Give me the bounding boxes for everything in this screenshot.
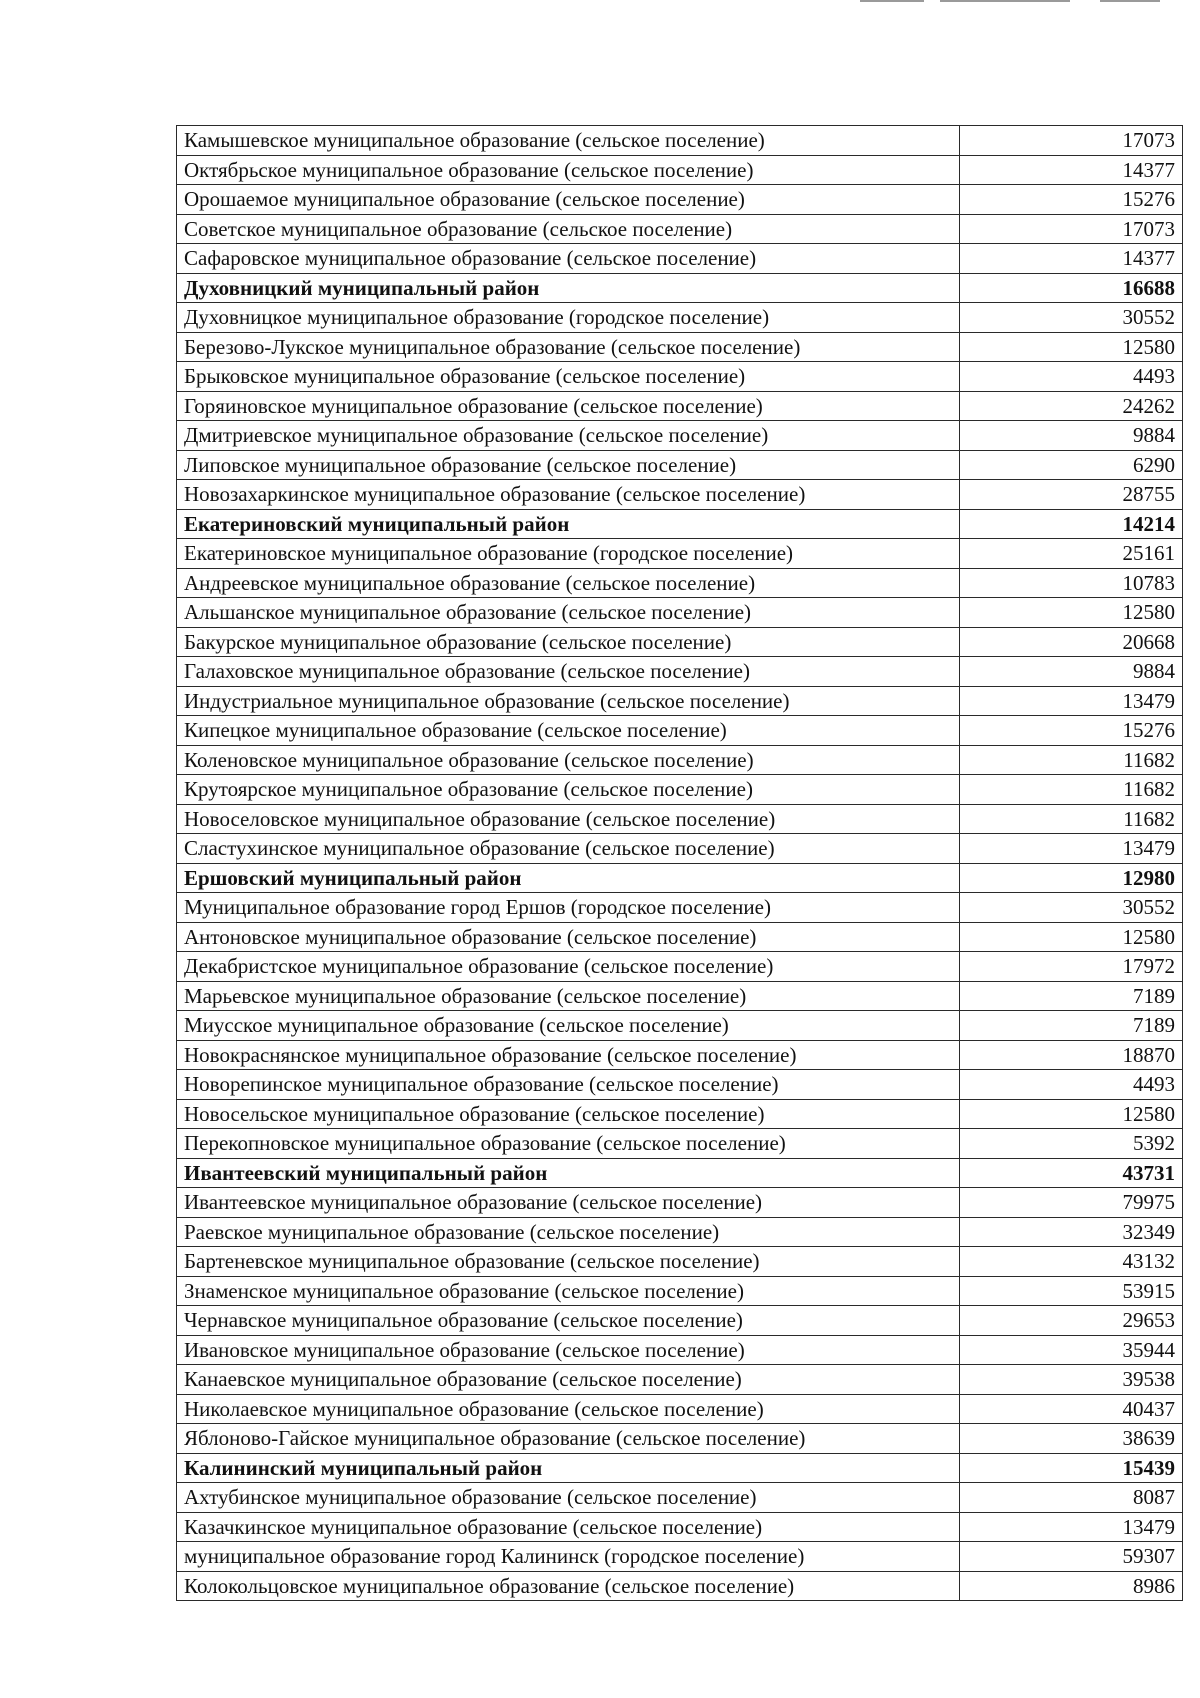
scan-edge-mark [940,0,1070,2]
municipality-name-cell: Антоновское муниципальное образование (сельское поселение) [177,922,960,952]
table-row [177,1424,1183,1454]
value-cell: 79975 [960,1188,1183,1218]
value-cell: 17972 [960,952,1183,982]
value-cell: 12580 [960,1099,1183,1129]
municipality-name-cell: Чернавское муниципальное образование (сельское поселение) [177,1306,960,1336]
table-row [177,1306,1183,1336]
municipality-name-cell: Екатериновское муниципальное образование (городское поселение) [177,539,960,569]
value-cell: 4493 [960,362,1183,392]
district-name-cell: Духовницкий муниципальный район [177,273,960,303]
table-row [177,981,1183,1011]
table-row [177,1099,1183,1129]
municipality-name-cell: Брыковское муниципальное образование (сельское поселение) [177,362,960,392]
table-row [177,362,1183,392]
municipality-name-cell: Липовское муниципальное образование (сельское поселение) [177,450,960,480]
table-row [177,598,1183,628]
value-cell: 13479 [960,1512,1183,1542]
scan-edge-mark [860,0,924,2]
value-cell: 13479 [960,834,1183,864]
value-cell: 11682 [960,745,1183,775]
municipality-name-cell: Орошаемое муниципальное образование (сельское поселение) [177,185,960,215]
table-row [177,922,1183,952]
municipality-name-cell: Кипецкое муниципальное образование (сельское поселение) [177,716,960,746]
district-row [177,273,1183,303]
table-row [177,185,1183,215]
municipality-name-cell: Новоселовское муниципальное образование (сельское поселение) [177,804,960,834]
table-row [177,1188,1183,1218]
municipality-name-cell: Николаевское муниципальное образование (сельское поселение) [177,1394,960,1424]
table-row [177,1512,1183,1542]
table-row [177,568,1183,598]
value-cell: 32349 [960,1217,1183,1247]
value-cell: 11682 [960,775,1183,805]
value-cell: 5392 [960,1129,1183,1159]
table-row [177,804,1183,834]
municipality-name-cell: Декабристское муниципальное образование (сельское поселение) [177,952,960,982]
municipality-name-cell: Перекопновское муниципальное образование (сельское поселение) [177,1129,960,1159]
table-row [177,1571,1183,1601]
table-row [177,214,1183,244]
municipality-name-cell: Бакурское муниципальное образование (сельское поселение) [177,627,960,657]
municipality-name-cell: Камышевское муниципальное образование (сельское поселение) [177,126,960,156]
municipality-name-cell: Знаменское муниципальное образование (сельское поселение) [177,1276,960,1306]
municipality-name-cell: муниципальное образование город Калининск (городское поселение) [177,1542,960,1572]
municipality-name-cell: Дмитриевское муниципальное образование (сельское поселение) [177,421,960,451]
value-cell: 12580 [960,332,1183,362]
table-row [177,1040,1183,1070]
table-row [177,1070,1183,1100]
municipality-name-cell: Марьевское муниципальное образование (сельское поселение) [177,981,960,1011]
municipal-values-table [176,125,1183,1601]
value-cell: 24262 [960,391,1183,421]
district-value-cell: 12980 [960,863,1183,893]
district-value-cell: 43731 [960,1158,1183,1188]
value-cell: 18870 [960,1040,1183,1070]
municipality-name-cell: Муниципальное образование город Ершов (городское поселение) [177,893,960,923]
value-cell: 9884 [960,657,1183,687]
district-row [177,1158,1183,1188]
table-row [177,1483,1183,1513]
table-row [177,657,1183,687]
table-row [177,421,1183,451]
value-cell: 9884 [960,421,1183,451]
table-row [177,1365,1183,1395]
value-cell: 17073 [960,126,1183,156]
municipality-name-cell: Ивантеевское муниципальное образование (сельское поселение) [177,1188,960,1218]
district-value-cell: 15439 [960,1453,1183,1483]
table-row [177,126,1183,156]
value-cell: 35944 [960,1335,1183,1365]
table-row [177,1217,1183,1247]
municipality-name-cell: Колокольцовское муниципальное образование (сельское поселение) [177,1571,960,1601]
district-name-cell: Калининский муниципальный район [177,1453,960,1483]
table-row [177,1276,1183,1306]
table-row [177,332,1183,362]
municipality-name-cell: Миусское муниципальное образование (сельское поселение) [177,1011,960,1041]
value-cell: 8986 [960,1571,1183,1601]
table-row [177,627,1183,657]
table-row [177,539,1183,569]
table-row [177,1247,1183,1277]
table-row [177,1129,1183,1159]
municipality-name-cell: Ахтубинское муниципальное образование (сельское поселение) [177,1483,960,1513]
value-cell: 6290 [960,450,1183,480]
municipality-name-cell: Березово-Лукское муниципальное образование (сельское поселение) [177,332,960,362]
table-row [177,1011,1183,1041]
district-row [177,1453,1183,1483]
table-row [177,952,1183,982]
district-value-cell: 16688 [960,273,1183,303]
value-cell: 17073 [960,214,1183,244]
value-cell: 30552 [960,303,1183,333]
value-cell: 7189 [960,981,1183,1011]
municipality-name-cell: Андреевское муниципальное образование (сельское поселение) [177,568,960,598]
municipality-name-cell: Бартеневское муниципальное образование (сельское поселение) [177,1247,960,1277]
value-cell: 20668 [960,627,1183,657]
municipality-name-cell: Раевское муниципальное образование (сельское поселение) [177,1217,960,1247]
value-cell: 4493 [960,1070,1183,1100]
district-row [177,509,1183,539]
table-row [177,450,1183,480]
table-row [177,775,1183,805]
value-cell: 39538 [960,1365,1183,1395]
municipality-name-cell: Октябрьское муниципальное образование (сельское поселение) [177,155,960,185]
municipality-name-cell: Ивановское муниципальное образование (сельское поселение) [177,1335,960,1365]
value-cell: 28755 [960,480,1183,510]
value-cell: 25161 [960,539,1183,569]
table-row [177,716,1183,746]
municipality-name-cell: Галаховское муниципальное образование (сельское поселение) [177,657,960,687]
value-cell: 53915 [960,1276,1183,1306]
municipality-name-cell: Индустриальное муниципальное образование (сельское поселение) [177,686,960,716]
value-cell: 7189 [960,1011,1183,1041]
table-row [177,1394,1183,1424]
municipality-name-cell: Новозахаркинское муниципальное образование (сельское поселение) [177,480,960,510]
value-cell: 30552 [960,893,1183,923]
table-row [177,1542,1183,1572]
value-cell: 15276 [960,185,1183,215]
value-cell: 40437 [960,1394,1183,1424]
table-row [177,1335,1183,1365]
value-cell: 15276 [960,716,1183,746]
value-cell: 12580 [960,598,1183,628]
municipality-name-cell: Новорепинское муниципальное образование (сельское поселение) [177,1070,960,1100]
value-cell: 8087 [960,1483,1183,1513]
value-cell: 10783 [960,568,1183,598]
value-cell: 14377 [960,155,1183,185]
municipality-name-cell: Духовницкое муниципальное образование (городское поселение) [177,303,960,333]
table-row [177,155,1183,185]
value-cell: 29653 [960,1306,1183,1336]
table-body [177,126,1183,1601]
district-name-cell: Екатериновский муниципальный район [177,509,960,539]
table-row [177,244,1183,274]
municipality-name-cell: Альшанское муниципальное образование (сельское поселение) [177,598,960,628]
municipality-name-cell: Советское муниципальное образование (сельское поселение) [177,214,960,244]
table-row [177,745,1183,775]
municipality-name-cell: Яблоново-Гайское муниципальное образование (сельское поселение) [177,1424,960,1454]
municipality-name-cell: Сластухинское муниципальное образование (сельское поселение) [177,834,960,864]
value-cell: 12580 [960,922,1183,952]
district-name-cell: Ершовский муниципальный район [177,863,960,893]
municipality-name-cell: Горяиновское муниципальное образование (сельское поселение) [177,391,960,421]
table-row [177,686,1183,716]
value-cell: 38639 [960,1424,1183,1454]
table-row [177,391,1183,421]
table-row [177,303,1183,333]
district-row [177,863,1183,893]
table-row [177,480,1183,510]
value-cell: 59307 [960,1542,1183,1572]
scan-edge-mark [1100,0,1160,2]
municipality-name-cell: Коленовское муниципальное образование (сельское поселение) [177,745,960,775]
municipality-name-cell: Новокраснянское муниципальное образование (сельское поселение) [177,1040,960,1070]
value-cell: 13479 [960,686,1183,716]
table-row [177,834,1183,864]
value-cell: 11682 [960,804,1183,834]
district-name-cell: Ивантеевский муниципальный район [177,1158,960,1188]
table-row [177,893,1183,923]
value-cell: 43132 [960,1247,1183,1277]
municipality-name-cell: Канаевское муниципальное образование (сельское поселение) [177,1365,960,1395]
municipality-name-cell: Крутоярское муниципальное образование (сельское поселение) [177,775,960,805]
district-value-cell: 14214 [960,509,1183,539]
municipality-name-cell: Сафаровское муниципальное образование (сельское поселение) [177,244,960,274]
municipality-name-cell: Новосельское муниципальное образование (сельское поселение) [177,1099,960,1129]
value-cell: 14377 [960,244,1183,274]
municipality-name-cell: Казачкинское муниципальное образование (сельское поселение) [177,1512,960,1542]
